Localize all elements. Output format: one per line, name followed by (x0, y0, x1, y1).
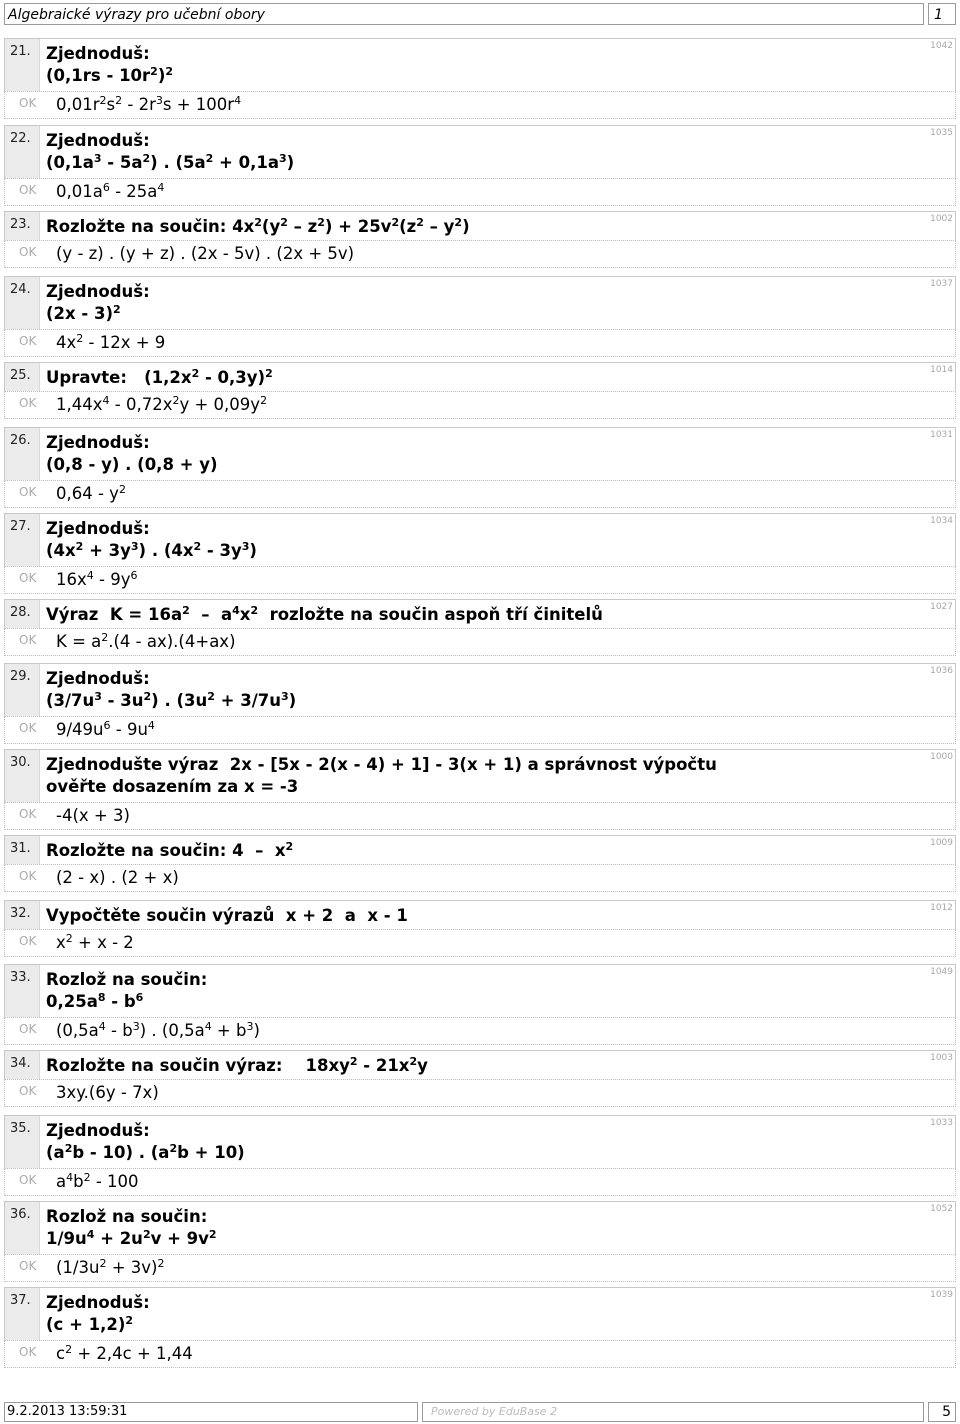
problem-item (4, 1115, 956, 1196)
print-timestamp: 9.2.2013 13:59:31 (4, 1402, 418, 1422)
ok-label: OK (19, 1173, 37, 1187)
problem-item (4, 964, 956, 1045)
question-row (4, 1287, 956, 1341)
answer-text: -4(x + 3) (56, 806, 130, 825)
problem-number: 22. (5, 126, 40, 178)
question-row (4, 38, 956, 92)
question-text: Zjednoduš: $(3/7u^3 - 3u^2)$ . $(3u^2 + 3/7u^3)$ (46, 669, 297, 710)
question-id: 1031 (930, 430, 953, 440)
problem-number: 34. (5, 1051, 40, 1079)
ok-label: OK (19, 183, 37, 197)
problem-item (4, 663, 956, 744)
ok-label: OK (19, 96, 37, 110)
problem-number: 21. (5, 39, 40, 91)
problem-number: 32. (5, 901, 40, 929)
problem-number: 30. (5, 750, 40, 802)
problem-item (4, 362, 956, 419)
question-text: Zjednoduš: $(4x^2 + 3y^3)$ . $(4x^2 - 3y^3)$ (46, 519, 257, 560)
question-text: Zjednoduš: $(0,1a^3 - 5a^2)$ . $(5a^2 + 0,1a^3)$ (46, 131, 295, 172)
problem-item (4, 749, 956, 830)
ok-label: OK (19, 1084, 37, 1098)
answer-row (4, 92, 956, 119)
answer-text: $a^4b^2 - 100$ (56, 1171, 139, 1191)
answer-row (4, 717, 956, 744)
answer-text: 3xy.(6y - 7x) (56, 1083, 159, 1102)
question-row (4, 427, 956, 481)
problem-number: 28. (5, 600, 40, 628)
answer-row (4, 930, 956, 957)
question-id: 1049 (930, 967, 953, 977)
question-text: Rozložte na součin: $4 - x^2$ (46, 840, 294, 860)
problem-item (4, 125, 956, 206)
question-text: Upravte: $(1,2x^2 - 0,3y)^2$ (46, 367, 273, 387)
question-id: 1036 (930, 666, 953, 676)
page-header (4, 3, 956, 27)
problem-number: 27. (5, 514, 40, 566)
ok-label: OK (19, 934, 37, 948)
answer-text: $16x^4 - 9y^6$ (56, 569, 138, 589)
footer-page-number: 5 (928, 1402, 956, 1422)
question-row (4, 276, 956, 330)
problem-number: 23. (5, 212, 40, 240)
answer-text: $1,44x^4 - 0,72x^2y + 0,09y^2$ (56, 394, 268, 414)
answer-text: $x^2 + x - 2$ (56, 932, 134, 952)
ok-label: OK (19, 869, 37, 883)
answer-text: $K = a^2.(4 - ax).(4+ax)$ (56, 631, 236, 651)
question-text: Výraz $K = 16a^2 - a^4x^2$ rozložte na součin aspoň tří činitelů (46, 604, 603, 624)
question-text: Rozlož na součin: $0,25a^8 - b^6$ (46, 970, 208, 1011)
answer-text: $(1/3u^2 + 3v)^2$ (56, 1257, 165, 1277)
ok-label: OK (19, 1022, 37, 1036)
ok-label: OK (19, 807, 37, 821)
ok-label: OK (19, 1259, 37, 1273)
answer-row (4, 865, 956, 892)
answer-row (4, 1169, 956, 1196)
problem-item (4, 900, 956, 957)
question-id: 1034 (930, 516, 953, 526)
ok-label: OK (19, 633, 37, 647)
question-id: 1009 (930, 838, 953, 848)
question-id: 1003 (930, 1053, 953, 1063)
question-row (4, 900, 956, 930)
powered-by-label: Powered by EduBase 2 (422, 1402, 924, 1422)
answer-text: $0,64 - y^2$ (56, 483, 126, 503)
ok-label: OK (19, 1345, 37, 1359)
answer-row (4, 803, 956, 830)
problem-number: 29. (5, 664, 40, 716)
problem-number: 35. (5, 1116, 40, 1168)
problem-item (4, 513, 956, 594)
problem-number: 24. (5, 277, 40, 329)
question-row (4, 211, 956, 241)
answer-row (4, 241, 956, 268)
answer-text: $c^2 + 2,4c + 1,44$ (56, 1343, 193, 1363)
question-text: Rozložte na součin výraz: $18xy^2 - 21x^2y$ (46, 1055, 428, 1075)
ok-label: OK (19, 334, 37, 348)
question-id: 1042 (930, 41, 953, 51)
answer-row (4, 1018, 956, 1045)
question-text: Zjednoduš: $(a^2b - 10)$ . $(a^2b + 10)$ (46, 1121, 245, 1162)
question-text: Zjednoduš: $(c + 1,2)^2$ (46, 1293, 150, 1334)
answer-row (4, 392, 956, 419)
question-id: 1000 (930, 752, 953, 762)
question-row (4, 599, 956, 629)
question-id: 1027 (930, 602, 953, 612)
question-id: 1037 (930, 279, 953, 289)
question-row (4, 835, 956, 865)
question-id: 1052 (930, 1204, 953, 1214)
ok-label: OK (19, 721, 37, 735)
document-title: Algebraické výrazy pro učební obory (4, 3, 924, 25)
question-row (4, 663, 956, 717)
answer-text: $9/49u^6 - 9u^4$ (56, 719, 155, 739)
problem-number: 36. (5, 1202, 40, 1254)
answer-row (4, 179, 956, 206)
answer-text: $(0,5a^4 - b^3)$ . $(0,5a^4 + b^3)$ (56, 1020, 260, 1040)
problem-number: 26. (5, 428, 40, 480)
problem-number: 37. (5, 1288, 40, 1340)
question-row (4, 362, 956, 392)
problem-item (4, 38, 956, 119)
question-row (4, 125, 956, 179)
answer-text: $0,01r^2s^2 - 2r^3s + 100r^4$ (56, 94, 242, 114)
problem-item (4, 1050, 956, 1107)
answer-text: $0,01a^6 - 25a^4$ (56, 181, 165, 201)
answer-row (4, 1255, 956, 1282)
question-id: 1033 (930, 1118, 953, 1128)
question-row (4, 1201, 956, 1255)
question-id: 1039 (930, 1290, 953, 1300)
answer-text: (y - z) . (y + z) . (2x - 5v) . (2x + 5v) (56, 244, 355, 263)
answer-row (4, 629, 956, 656)
problem-number: 33. (5, 965, 40, 1017)
problem-item (4, 276, 956, 357)
problem-item (4, 427, 956, 508)
question-id: 1014 (930, 365, 953, 375)
problem-item (4, 1287, 956, 1368)
answer-row (4, 1080, 956, 1107)
question-id: 1012 (930, 903, 953, 913)
problem-item (4, 1201, 956, 1282)
question-text: Rozložte na součin: $4x^2(y^2 - z^2) + 25v^2(z^2 - y^2)$ (46, 216, 470, 236)
answer-text: (2 - x) . (2 + x) (56, 868, 179, 887)
question-row (4, 964, 956, 1018)
problem-number: 25. (5, 363, 40, 391)
question-id: 1002 (930, 214, 953, 224)
question-text: Vypočtěte součin výrazů x + 2 a x - 1 (46, 906, 408, 925)
question-row (4, 513, 956, 567)
question-text: Rozlož na součin: $1/9u^4 + 2u^2v + 9v^2$ (46, 1207, 217, 1248)
ok-label: OK (19, 571, 37, 585)
problem-item (4, 599, 956, 656)
question-id: 1035 (930, 128, 953, 138)
question-text: Zjednoduš: $(0,1rs - 10r^2)^2$ (46, 44, 174, 85)
question-row (4, 1115, 956, 1169)
answer-row (4, 481, 956, 508)
answer-row (4, 567, 956, 594)
ok-label: OK (19, 245, 37, 259)
problem-number: 31. (5, 836, 40, 864)
question-row (4, 749, 956, 803)
problem-item (4, 211, 956, 268)
answer-row (4, 1341, 956, 1368)
question-text: Zjednodušte výraz 2x - [5x - 2(x - 4) + 1] - 3(x + 1) a správnost výpočtu ověřte dosazením za x = -3 (46, 755, 717, 796)
answer-row (4, 330, 956, 357)
answer-text: $4x^2 - 12x + 9$ (56, 332, 166, 352)
ok-label: OK (19, 485, 37, 499)
ok-label: OK (19, 396, 37, 410)
question-row (4, 1050, 956, 1080)
question-text: Zjednoduš: (0,8 - y) . (0,8 + y) (46, 433, 218, 474)
question-text: Zjednoduš: (2x - 3)$^2$ (46, 282, 150, 323)
header-page-number: 1 (928, 3, 956, 25)
page-footer (4, 1402, 956, 1422)
problem-item (4, 835, 956, 892)
